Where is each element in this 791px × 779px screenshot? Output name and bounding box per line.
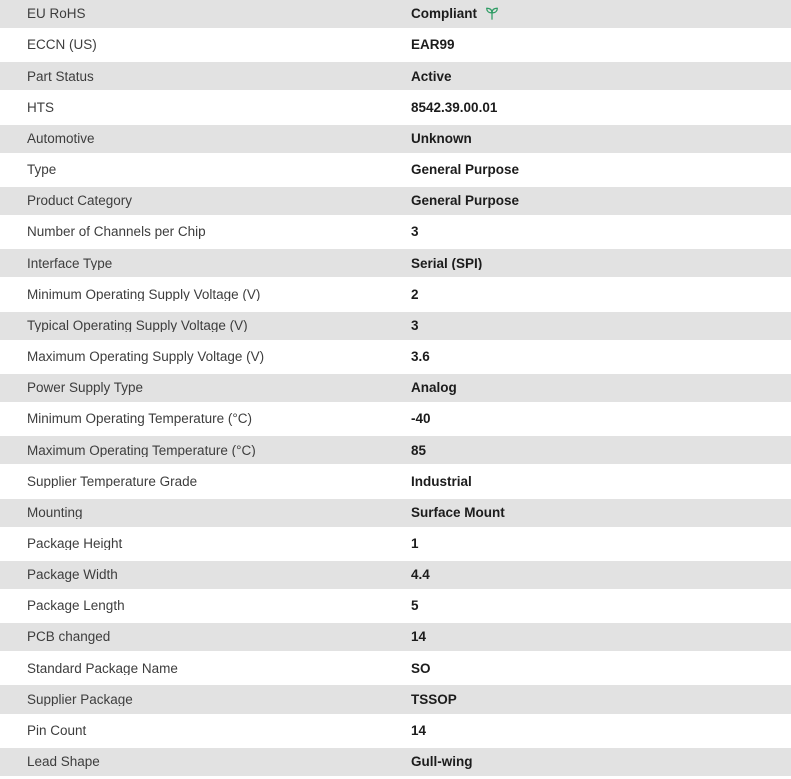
spec-value bbox=[411, 693, 791, 707]
spec-row bbox=[0, 499, 791, 530]
spec-value bbox=[411, 412, 791, 426]
spec-value-text: 3 bbox=[411, 225, 419, 239]
spec-value bbox=[411, 755, 791, 769]
spec-row bbox=[0, 654, 791, 685]
spec-label: Pin Count bbox=[27, 723, 87, 738]
spec-label: Product Category bbox=[27, 194, 133, 208]
spec-row bbox=[0, 717, 791, 748]
spec-label: Standard Package Name bbox=[27, 661, 178, 676]
spec-label: Minimum Operating Supply Voltage (V) bbox=[27, 287, 261, 302]
spec-label: Number of Channels per Chip bbox=[27, 225, 206, 239]
spec-label: Interface Type bbox=[27, 256, 113, 271]
spec-row bbox=[0, 312, 791, 343]
spec-value-text: Industrial bbox=[411, 474, 472, 489]
spec-row bbox=[0, 218, 791, 249]
spec-value-text: Serial (SPI) bbox=[411, 256, 483, 271]
spec-value bbox=[411, 132, 791, 146]
spec-value-text: Unknown bbox=[411, 131, 472, 146]
spec-value-text: General Purpose bbox=[411, 194, 520, 208]
spec-value-text: -40 bbox=[411, 412, 431, 426]
spec-value-text: Surface Mount bbox=[411, 505, 505, 520]
spec-value-text: 3.6 bbox=[411, 350, 430, 364]
spec-label: Type bbox=[27, 163, 57, 177]
spec-label: Package Height bbox=[27, 536, 123, 551]
spec-row bbox=[0, 561, 791, 592]
spec-label: Package Width bbox=[27, 568, 118, 582]
spec-value-text: Analog bbox=[411, 381, 457, 395]
spec-value bbox=[411, 444, 791, 458]
spec-value-text: 4.4 bbox=[411, 568, 430, 582]
spec-value bbox=[411, 350, 791, 364]
spec-value bbox=[411, 225, 791, 239]
spec-value-text: SO bbox=[411, 661, 431, 676]
spec-value-text: 1 bbox=[411, 536, 419, 551]
spec-value bbox=[411, 38, 791, 52]
spec-row bbox=[0, 31, 791, 62]
spec-value bbox=[411, 7, 791, 21]
spec-value-text: TSSOP bbox=[411, 692, 457, 707]
spec-value bbox=[411, 288, 791, 302]
spec-label: Typical Operating Supply Voltage (V) bbox=[27, 318, 248, 333]
spec-value-text: General Purpose bbox=[411, 163, 520, 177]
spec-row bbox=[0, 249, 791, 280]
spec-label: Supplier Package bbox=[27, 692, 133, 707]
spec-value bbox=[411, 599, 791, 613]
spec-label: PCB changed bbox=[27, 630, 111, 644]
spec-row bbox=[0, 62, 791, 93]
spec-value bbox=[411, 568, 791, 582]
spec-row bbox=[0, 467, 791, 498]
spec-label: Automotive bbox=[27, 131, 95, 146]
spec-label: Part Status bbox=[27, 69, 94, 84]
spec-value bbox=[411, 381, 791, 395]
eco-leaf-icon bbox=[484, 7, 500, 20]
spec-value-text: 3 bbox=[411, 318, 419, 333]
spec-value bbox=[411, 724, 791, 738]
spec-value bbox=[411, 506, 791, 520]
spec-value-text: 14 bbox=[411, 723, 427, 738]
spec-value bbox=[411, 257, 791, 271]
spec-value bbox=[411, 319, 791, 333]
spec-value bbox=[411, 630, 791, 644]
spec-value bbox=[411, 662, 791, 676]
spec-value-text: 8542.39.00.01 bbox=[411, 100, 498, 115]
spec-label: Maximum Operating Supply Voltage (V) bbox=[27, 350, 265, 364]
spec-row bbox=[0, 436, 791, 467]
spec-value bbox=[411, 475, 791, 489]
spec-label: EU RoHS bbox=[27, 7, 86, 21]
spec-label: Minimum Operating Temperature (°C) bbox=[27, 412, 252, 426]
spec-row bbox=[0, 530, 791, 561]
spec-value bbox=[411, 194, 791, 208]
spec-label: Mounting bbox=[27, 505, 83, 520]
spec-label: ECCN (US) bbox=[27, 38, 97, 52]
spec-row bbox=[0, 592, 791, 623]
spec-row bbox=[0, 623, 791, 654]
spec-row bbox=[0, 280, 791, 311]
spec-value bbox=[411, 537, 791, 551]
spec-row bbox=[0, 125, 791, 156]
spec-row bbox=[0, 187, 791, 218]
spec-value-text: 5 bbox=[411, 599, 419, 613]
spec-label: HTS bbox=[27, 100, 54, 115]
spec-label: Package Length bbox=[27, 599, 125, 613]
spec-value-text: 2 bbox=[411, 287, 419, 302]
spec-label: Supplier Temperature Grade bbox=[27, 474, 198, 489]
spec-value-text: Active bbox=[411, 69, 452, 84]
spec-value-text: 14 bbox=[411, 630, 427, 644]
spec-value-text: Gull-wing bbox=[411, 755, 473, 769]
spec-label: Lead Shape bbox=[27, 755, 100, 769]
spec-row bbox=[0, 343, 791, 374]
spec-value-text: EAR99 bbox=[411, 38, 455, 52]
spec-value bbox=[411, 163, 791, 177]
spec-row bbox=[0, 405, 791, 436]
spec-value bbox=[411, 101, 791, 115]
spec-value-text: Compliant bbox=[411, 7, 477, 21]
spec-row bbox=[0, 685, 791, 716]
spec-value bbox=[411, 70, 791, 84]
spec-row bbox=[0, 156, 791, 187]
spec-value-text: 85 bbox=[411, 443, 427, 458]
spec-row bbox=[0, 0, 791, 31]
spec-label: Power Supply Type bbox=[27, 381, 144, 395]
spec-row bbox=[0, 374, 791, 405]
spec-label: Maximum Operating Temperature (°C) bbox=[27, 443, 256, 458]
spec-row bbox=[0, 748, 791, 779]
spec-row bbox=[0, 93, 791, 124]
